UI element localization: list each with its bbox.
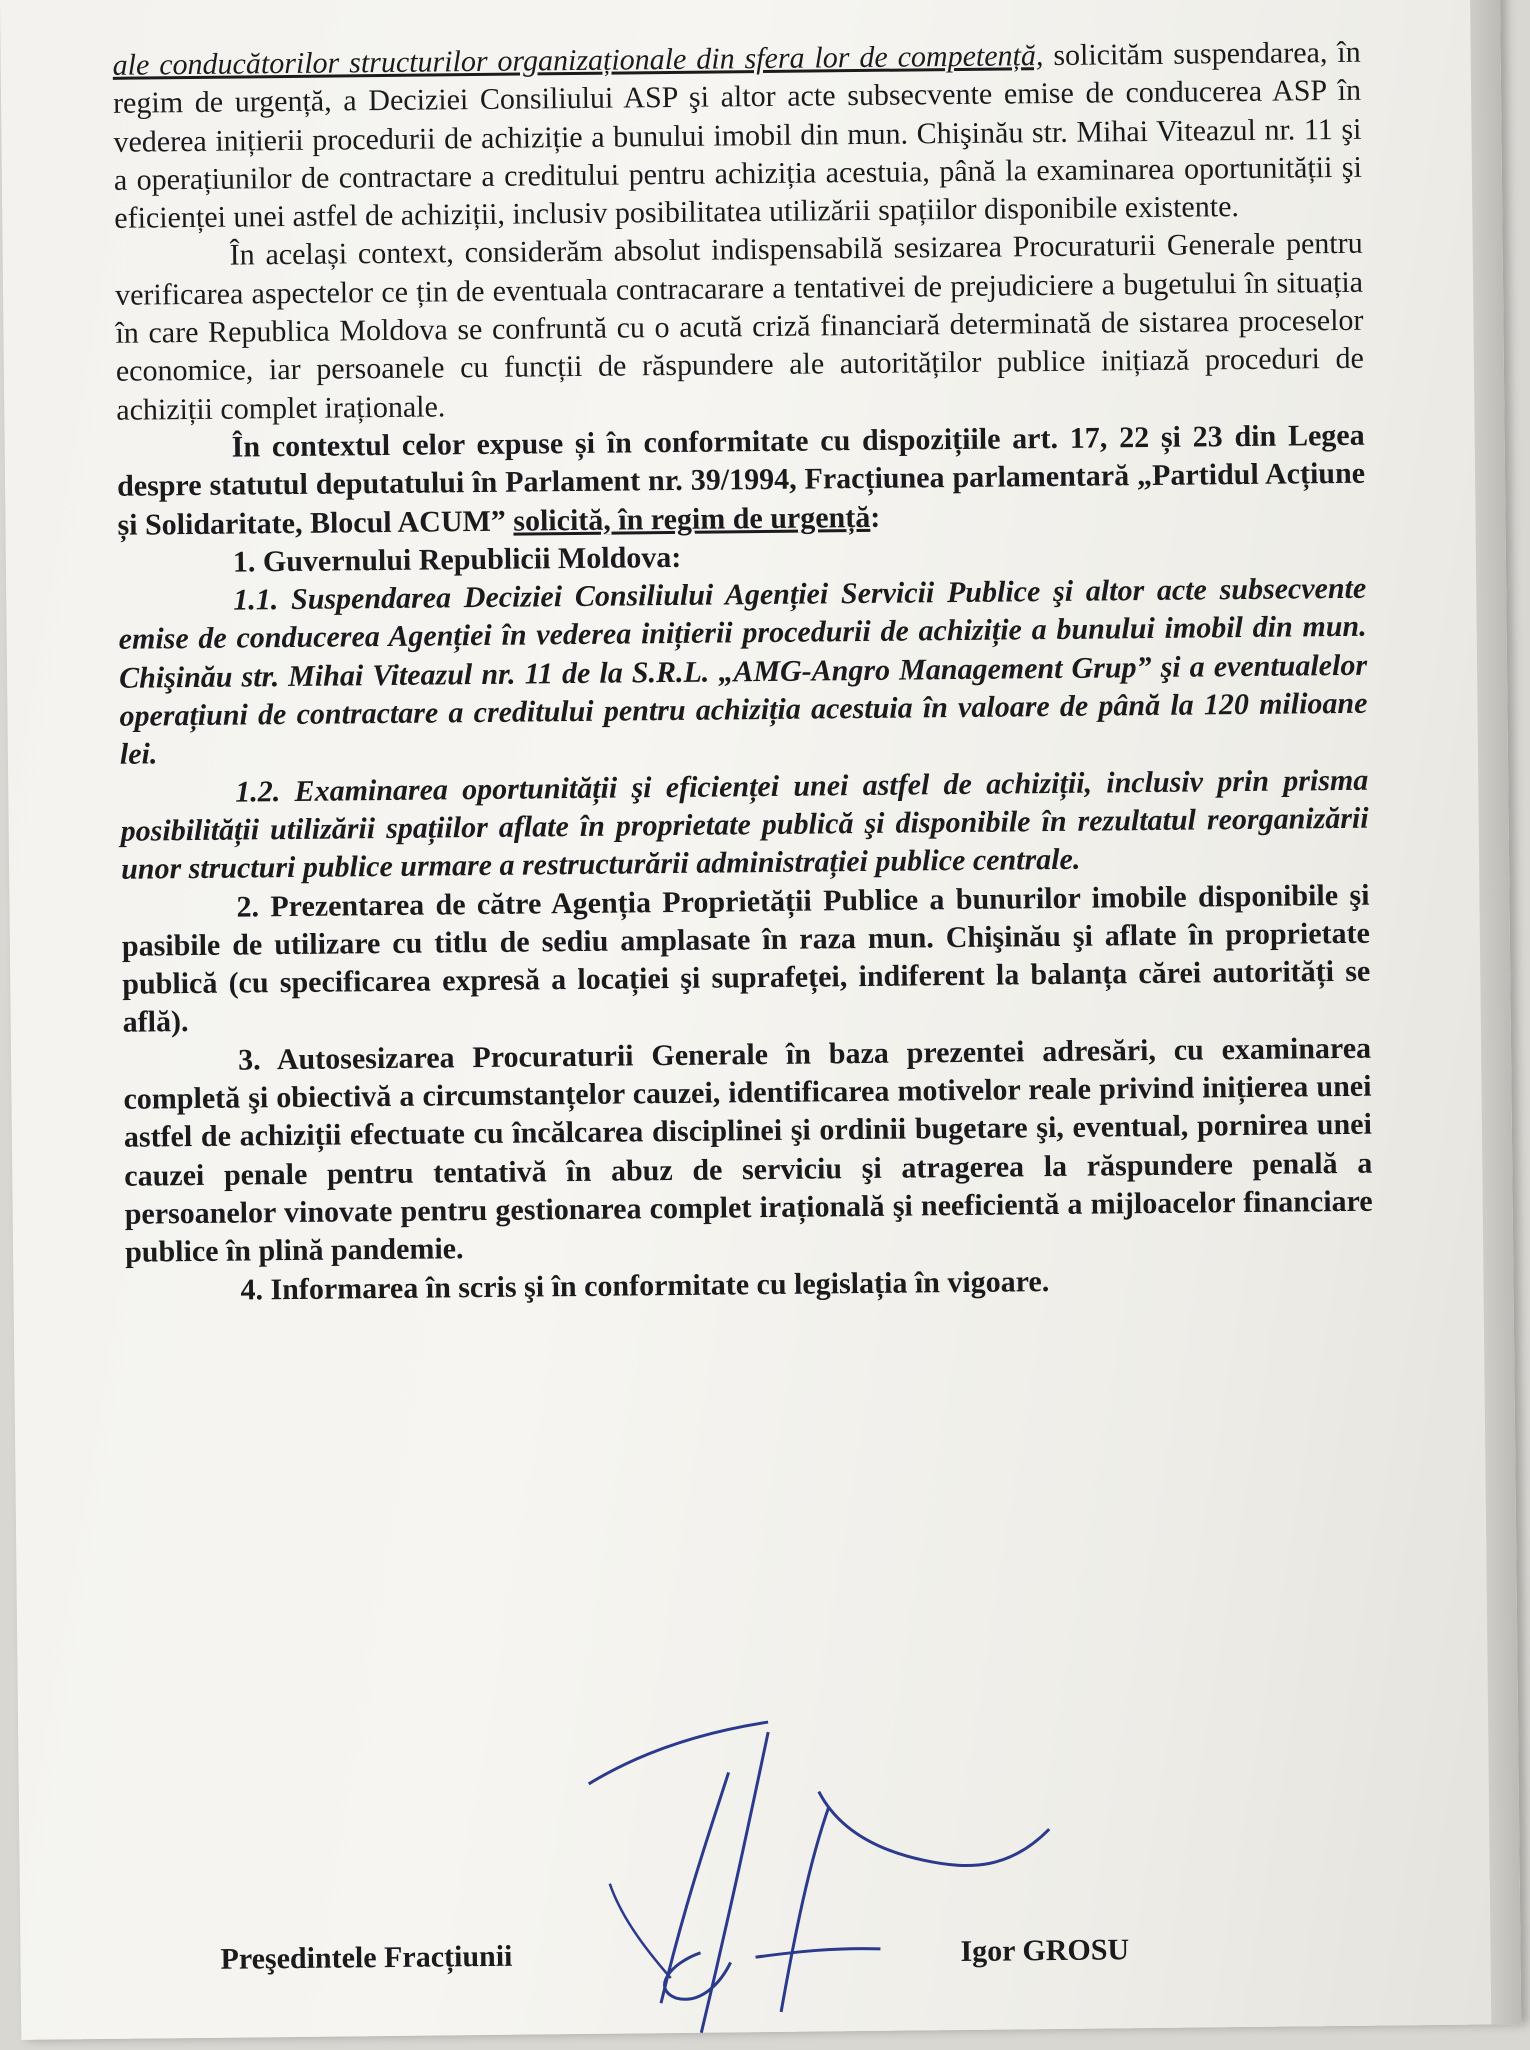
document-body [112,34,1373,1311]
item-2-text: 2. Prezentarea de către Agenția Proprietății Publice a bunurilor imobile disponibile şi pasibile de utilizare cu titlu de sediu amplasate în raza mun. Chişinău şi aflate în proprietate publică (cu specificarea expresă a locației şi suprafeței, indiferent la balanța cărei autorități se află). [121,878,1371,1040]
paragraph-suspension-request [112,34,1362,239]
handwritten-signature [578,1709,1101,2044]
urgent-request-underlined: solicită, în regim de urgență [513,500,871,538]
paragraph-suspension-text: solicităm suspendarea, în regim de urgență, a Deciziei Consiliului ASP şi altor acte subsecvente emise de conducerea ASP în vederea inițierii procedurii de achiziție a bunului imobil din mun. Chişinău str. Mihai Viteazul nr. 11 şi a operațiunilor de contractare a creditului pentru achiziția acestuia, până la examinarea oportunității şi eficienței unei astfel de achiziții, inclusiv posibilitatea utilizării spațiilor disponibile existente. [112,35,1362,236]
item-1-2-text: 1.2. Examinarea oportunității şi eficienței unei astfel de achiziții, inclusiv prin prisma posibilității utilizării spațiilor aflate în proprietate publică şi disponibile în rezultatul reorganizării unor structuri publice urmare a restructurării administrației publice centrale. [120,763,1369,887]
legal-basis-text: În contextul celor expuse și în conformitate cu dispozițiile art. 17, 22 și 23 din Legea despre statutul deputatului în Parlament nr. 39/1994, Fracțiunea parlamentară „Partidul Acțiune și Solidaritate, Blocul ACUM” [116,418,1366,542]
item-3-text: 3. Autosesizarea Procuraturii Generale în baza prezentei adresări, cu examinarea completă şi obiectivă a circumstanțelor cauzei, identificarea motivelor reale privind inițierea unei astfel de achiziții efectuate cu încălcarea disciplinei şi ordinii bugetare şi, eventual, pornirea unei cauzei penale pentru tentativă în abuz de serviciu şi atragerea la răspundere penală a persoanelor vinovate pentru gestionarea complet irațională şi neeficientă a mijloacelor financiare publice în plină pandemie. [123,1031,1373,1269]
item-1-heading: 1. Guvernului Republicii Moldova: [232,540,682,579]
legal-basis-colon: : [870,500,881,534]
paragraph-legal-basis [117,417,1366,545]
page-edge-shadow [1470,0,1521,2024]
signatory-title: Preşedintele Fracțiunii [220,1939,513,1976]
signatory-name: Igor GROSU [960,1933,1130,1969]
item-4-text: 4. Informarea în scris şi în conformitate cu legislația în vigoare. [240,1264,1050,1307]
paragraph-prosecutor-referral: În același context, considerăm absolut indispensabilă sesizarea Procuraturii Generale pentru verificarea aspectelor ce țin de eventuala contracarare a tentativei de prejudiciere a bugetului în situația în care Republica Moldova se confruntă cu o acută criză financiară determinată de sistarea proceselor economice, iar persoanele cu funcții de răspundere ale autorităților publice inițiază proceduri de achiziții complet iraționale. [114,227,1365,427]
paragraph-lead-italic: ale conducătorilor structurilor organizaționale din sfera lor de competență, [112,39,1044,82]
item-1-1-text: 1.1. Suspendarea Deciziei Consiliului Agenției Servicii Publice şi altor acte subsecvente emise de conducerea Agenției în vederea inițierii procedurii de achiziție a bunului imobil din mun. Chişinău str. Mihai Viteazul nr. 11 de la S.R.L. „AMG-Angro Management Grup” şi a eventualelor operațiuni de contractare a creditului pentru achiziția acestuia în valoare de până la 120 milioane lei. [118,571,1368,772]
